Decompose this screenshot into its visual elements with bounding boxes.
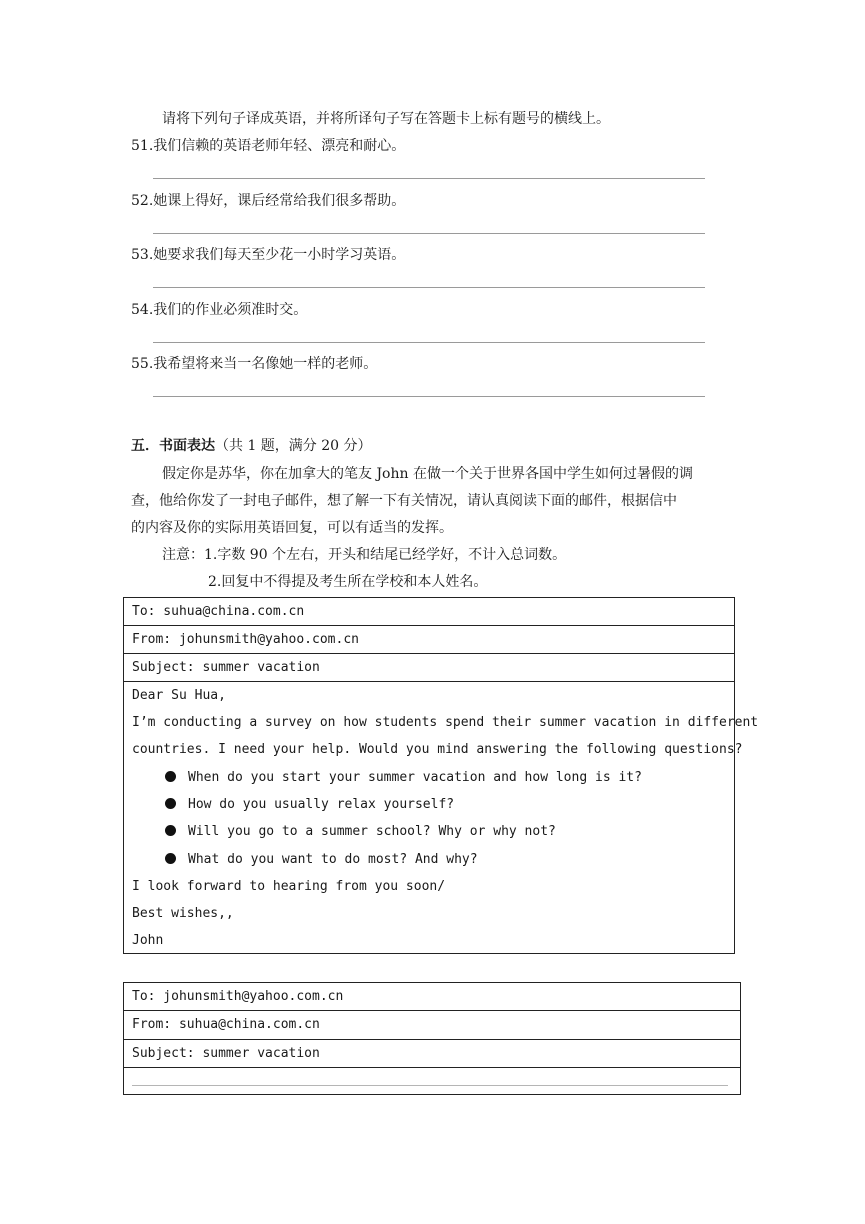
email-closing-line: I look forward to hearing from you soon/ [132,879,446,894]
writing-prompt-line-3: 的内容及你的实际用英语回复，可以有适当的发挥。 [131,520,453,536]
section-title: 五．书面表达 [131,438,215,454]
question-item [165,850,478,870]
bullet-icon [165,853,176,864]
translation-item-53 [131,246,405,264]
translation-item-54 [131,301,307,319]
translation-item-52 [131,192,405,210]
email-signature: John [132,933,164,948]
item-number: 55. [131,356,154,372]
question-text: What do you want to do most? And why? [188,852,478,867]
email-from-row: From: johunsmith@yahoo.com.cn [124,626,734,654]
answer-line-53[interactable] [153,287,705,288]
email-subject-row: Subject: summer vacation [124,654,734,682]
question-text: Will you go to a summer school? Why or why not? [188,824,556,839]
item-text: 我们信赖的英语老师年轻、漂亮和耐心。 [153,138,406,154]
item-text: 她要求我们每天至少花一小时学习英语。 [153,247,406,263]
writing-prompt-line-1: 假定你是苏华，你在加拿大的笔友 John 在做一个关于世界各国中学生如何过暑假的调 [162,466,693,482]
writing-note-1: 注意：1.字数 90 个左右，开头和结尾已经学好，不计入总词数。 [162,547,567,563]
reply-email-box [123,982,741,1095]
reply-body-area[interactable] [124,1068,740,1094]
answer-line-51[interactable] [153,178,705,179]
writing-note-2: 2.回复中不得提及考生所在学校和本人姓名。 [208,574,488,590]
email-body-line-2: countries. I need your help. Would you mind answering the following questions? [132,742,743,757]
bullet-icon [165,798,176,809]
question-text: When do you start your summer vacation and how long is it? [188,770,642,785]
answer-line-55[interactable] [153,396,705,397]
item-text: 我们的作业必须准时交。 [153,302,308,318]
bullet-icon [165,771,176,782]
question-item [165,795,454,815]
reply-to-row: To: johunsmith@yahoo.com.cn [124,983,740,1011]
email-sign-off: Best wishes,, [132,906,234,921]
bullet-icon [165,825,176,836]
answer-line-54[interactable] [153,342,705,343]
question-item [165,768,642,788]
item-text: 她课上得好，课后经常给我们很多帮助。 [153,193,406,209]
writing-section-header [131,437,372,455]
email-greeting: Dear Su Hua, [132,688,226,703]
answer-line-52[interactable] [153,233,705,234]
reply-answer-line[interactable] [132,1085,728,1086]
item-number: 54. [131,302,154,318]
email-to-row: To: suhua@china.com.cn [124,598,734,626]
item-text: 我希望将来当一名像她一样的老师。 [153,356,378,372]
incoming-email-box [123,597,759,954]
translation-instruction: 请将下列句子译成英语，并将所译句子写在答题卡上标有题号的横线上。 [162,111,610,127]
item-number: 53. [131,247,154,263]
email-body [124,682,759,953]
item-number: 52. [131,193,154,209]
email-body-line-1: I’m conducting a survey on how students spend their summer vacation in different [132,715,759,730]
item-number: 51. [131,138,154,154]
writing-prompt-line-2: 查，他给你发了一封电子邮件，想了解一下有关情况，请认真阅读下面的邮件，根据信中 [131,493,677,509]
translation-item-51 [131,137,405,155]
translation-item-55 [131,355,377,373]
section-score-note: （共 1 题，满分 20 分） [215,438,372,454]
question-text: How do you usually relax yourself? [188,797,455,812]
reply-subject-row: Subject: summer vacation [124,1040,740,1068]
question-item [165,822,556,842]
reply-from-row: From: suhua@china.com.cn [124,1011,740,1040]
